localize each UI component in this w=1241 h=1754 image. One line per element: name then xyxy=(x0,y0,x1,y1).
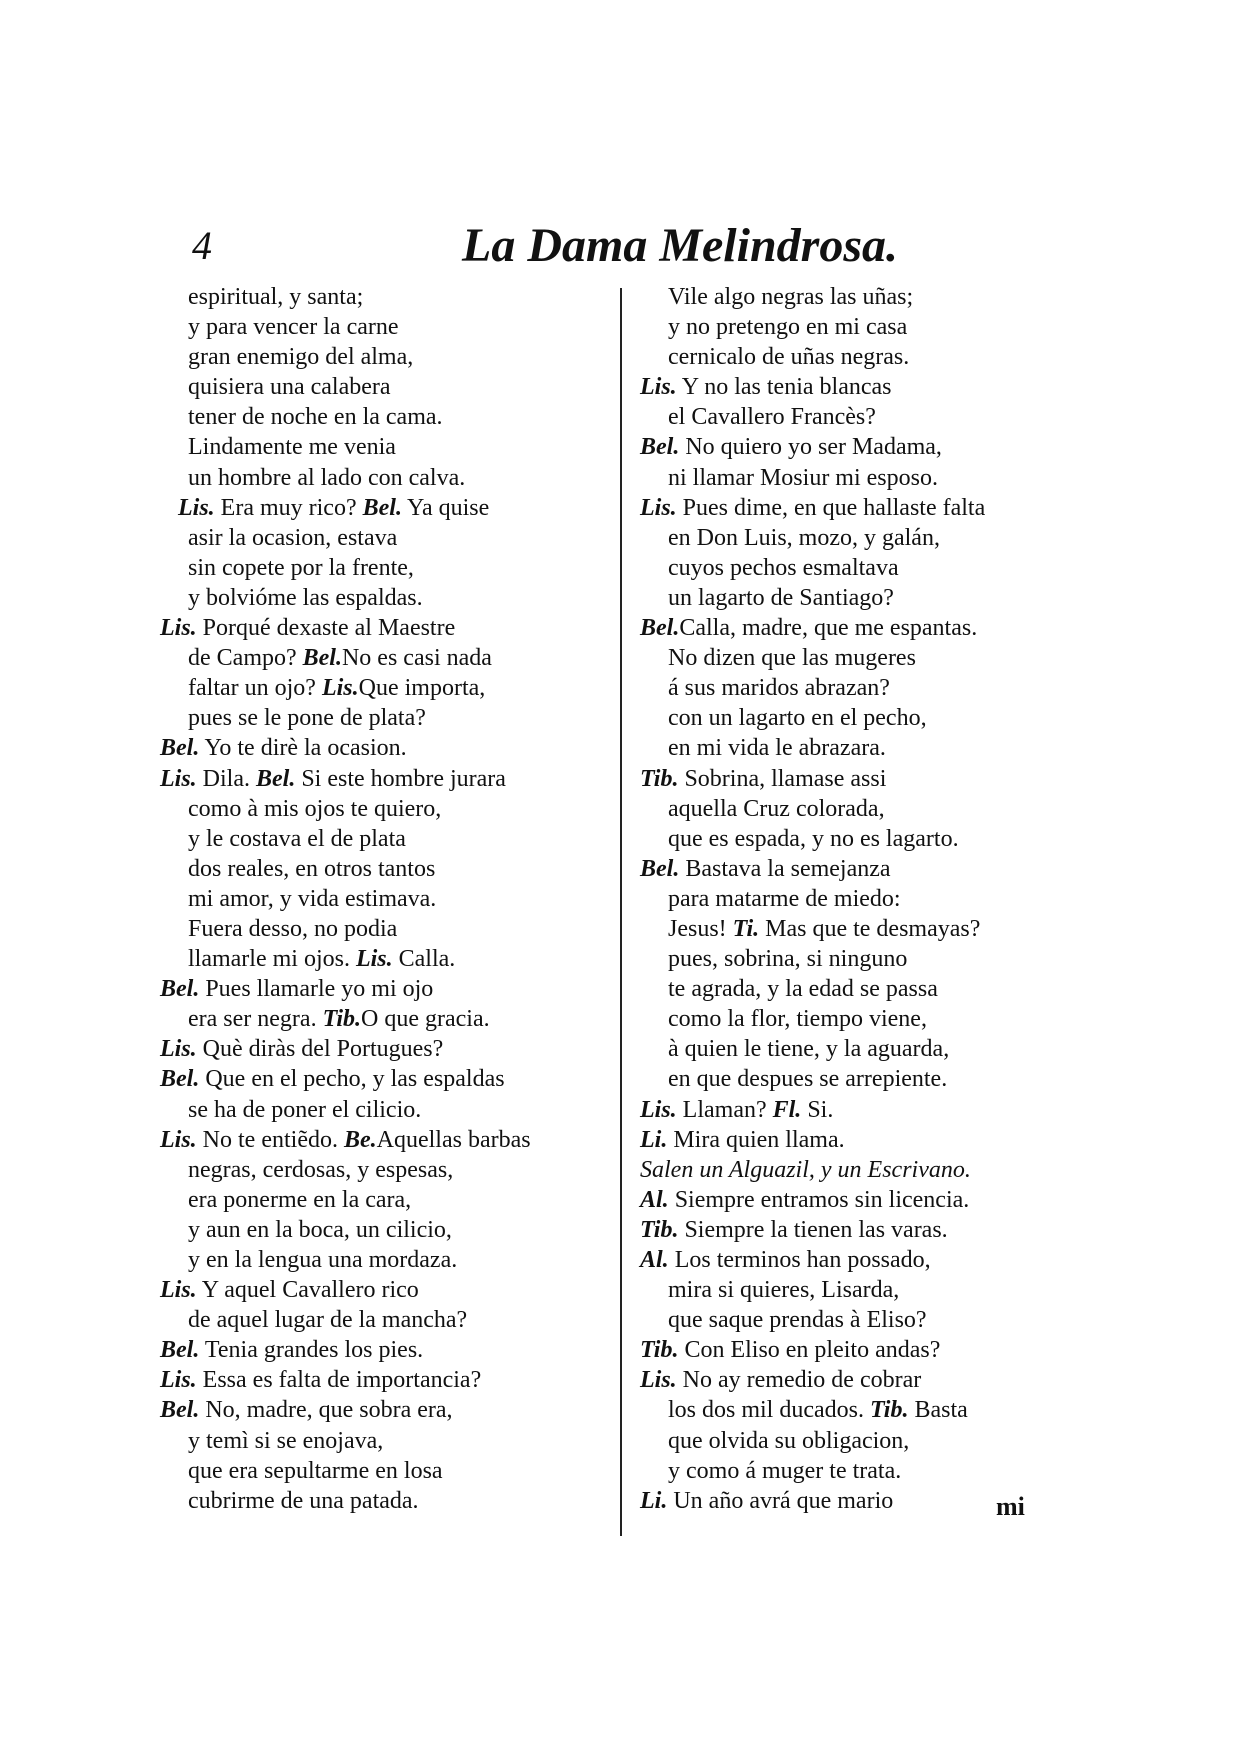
verse-line xyxy=(160,1305,610,1335)
verse-line xyxy=(160,1335,610,1365)
verse-text: como la flor, tiempo viene, xyxy=(668,1006,927,1033)
speaker-label: Be. xyxy=(343,1126,377,1153)
speaker-label: Tib. xyxy=(640,1337,679,1364)
verse-text: faltar un ojo? xyxy=(188,675,322,702)
page-number: 4 xyxy=(192,223,212,268)
verse-text: cernicalo de uñas negras. xyxy=(668,344,910,371)
verse-line xyxy=(160,1185,610,1215)
verse-text: pues se le pone de plata? xyxy=(188,705,426,732)
verse-line xyxy=(640,914,1090,944)
verse-text: dos reales, en otros tantos xyxy=(188,855,436,882)
speaker-label: Lis. xyxy=(321,675,359,702)
verse-line xyxy=(640,974,1090,1004)
verse-line xyxy=(160,1456,610,1486)
verse-text: que olvida su obligacion, xyxy=(668,1427,910,1454)
verse-line xyxy=(640,1365,1090,1395)
verse-text: gran enemigo del alma, xyxy=(188,344,414,371)
speaker-label: Lis. xyxy=(160,1367,197,1394)
verse-text: Calla, madre, que me espantas. xyxy=(679,615,978,642)
verse-line xyxy=(160,1215,610,1245)
speaker-label: Bel. xyxy=(160,735,200,762)
speaker-label: Lis. xyxy=(355,946,393,973)
verse-line xyxy=(160,312,610,342)
verse-text: Basta xyxy=(908,1397,968,1424)
verse-line xyxy=(160,703,610,733)
verse-text: de aquel lugar de la mancha? xyxy=(188,1307,468,1334)
verse-text: Yo te dirè la ocasion. xyxy=(199,735,407,762)
verse-line xyxy=(640,824,1090,854)
speaker-label: Bel. xyxy=(256,765,296,792)
verse-line xyxy=(640,703,1090,733)
verse-text: y como á muger te trata. xyxy=(668,1457,902,1484)
verse-line xyxy=(640,493,1090,523)
verse-text: que es espada, y no es lagarto. xyxy=(668,825,959,852)
verse-text: Un año avrá que mario xyxy=(667,1487,894,1514)
verse-line xyxy=(640,944,1090,974)
verse-line xyxy=(160,1275,610,1305)
verse-line xyxy=(640,1155,1090,1185)
verse-line xyxy=(640,884,1090,914)
verse-text: en mi vida le abrazara. xyxy=(668,735,886,762)
verse-line xyxy=(160,553,610,583)
speaker-label: Lis. xyxy=(640,1367,677,1394)
verse-text: y bolvióme las espaldas. xyxy=(188,584,423,611)
verse-line xyxy=(160,1155,610,1185)
verse-text: llamarle mi ojos. xyxy=(188,946,356,973)
verse-line xyxy=(640,342,1090,372)
verse-text: Porqué dexaste al Maestre xyxy=(196,615,456,642)
verse-line xyxy=(160,1095,610,1125)
catchword: mi xyxy=(996,1492,1025,1521)
verse-line xyxy=(640,1456,1090,1486)
verse-text: No ay remedio de cobrar xyxy=(676,1367,922,1394)
verse-text: que saque prendas à Eliso? xyxy=(668,1307,927,1334)
speaker-label: Al. xyxy=(640,1186,669,1213)
verse-line xyxy=(640,1034,1090,1064)
verse-text: Essa es falta de importancia? xyxy=(196,1367,482,1394)
verse-text: Era muy rico? xyxy=(214,494,363,521)
verse-text: Bastava la semejanza xyxy=(679,855,891,882)
verse-line xyxy=(160,1245,610,1275)
verse-text: Jesus! xyxy=(668,915,733,942)
verse-text: Y aquel Cavallero rico xyxy=(196,1277,419,1304)
verse-line xyxy=(160,944,610,974)
verse-text: Con Eliso en pleito andas? xyxy=(678,1337,941,1364)
verse-text: un hombre al lado con calva. xyxy=(188,464,466,491)
speaker-label: Bel. xyxy=(160,1337,200,1364)
verse-line xyxy=(640,1185,1090,1215)
verse-line xyxy=(640,643,1090,673)
speaker-label: Lis. xyxy=(160,615,197,642)
verse-line xyxy=(640,764,1090,794)
verse-text: cubrirme de una patada. xyxy=(188,1487,419,1514)
verse-text: cuyos pechos esmaltava xyxy=(668,554,899,581)
verse-line xyxy=(160,1125,610,1155)
verse-text: negras, cerdosas, y espesas, xyxy=(188,1156,454,1183)
verse-text: pues, sobrina, si ninguno xyxy=(668,946,908,973)
verse-text: en Don Luis, mozo, y galán, xyxy=(668,524,940,551)
verse-line xyxy=(640,673,1090,703)
verse-text: aquella Cruz colorada, xyxy=(668,795,885,822)
verse-text: el Cavallero Francès? xyxy=(668,404,876,431)
verse-text: No quiero yo ser Madama, xyxy=(679,434,942,461)
speaker-label: Lis. xyxy=(160,1036,197,1063)
verse-text: Siempre la tienen las varas. xyxy=(678,1216,948,1243)
verse-line xyxy=(640,583,1090,613)
verse-line xyxy=(160,1004,610,1034)
verse-text: y en la lengua una mordaza. xyxy=(188,1247,458,1273)
verse-line xyxy=(160,583,610,613)
verse-line xyxy=(640,1426,1090,1456)
speaker-label: Tib. xyxy=(870,1397,909,1424)
verse-line xyxy=(640,1215,1090,1245)
verse-line xyxy=(160,342,610,372)
verse-line xyxy=(640,463,1090,493)
verse-text: mira si quieres, Lisarda, xyxy=(668,1277,900,1304)
verse-line xyxy=(160,1034,610,1064)
verse-line xyxy=(160,432,610,462)
speaker-label: Tib. xyxy=(640,765,679,792)
verse-line xyxy=(160,673,610,703)
verse-line xyxy=(640,402,1090,432)
verse-line xyxy=(160,974,610,1004)
verse-line xyxy=(640,1004,1090,1034)
speaker-label: Bel. xyxy=(160,1397,200,1424)
verse-text: asir la ocasion, estava xyxy=(188,524,398,551)
verse-text: No, madre, que sobra era, xyxy=(199,1397,453,1424)
speaker-label: Bel. xyxy=(640,855,680,882)
speaker-label: Bel. xyxy=(160,976,200,1003)
verse-line xyxy=(160,1395,610,1425)
verse-text: y para vencer la carne xyxy=(188,314,399,341)
verse-line xyxy=(160,372,610,402)
verse-line xyxy=(160,914,610,944)
verse-line xyxy=(640,1095,1090,1125)
verse-line xyxy=(640,553,1090,583)
verse-text: con un lagarto en el pecho, xyxy=(668,705,927,732)
verse-line xyxy=(160,794,610,824)
verse-text: Ya quise xyxy=(401,494,490,521)
speaker-label: Lis. xyxy=(640,494,677,521)
verse-text: Què diràs del Portugues? xyxy=(196,1036,444,1063)
verse-text: era ponerme en la cara, xyxy=(188,1186,412,1213)
verse-text: se ha de poner el cilicio. xyxy=(188,1096,422,1123)
verse-line xyxy=(160,463,610,493)
verse-text: Sobrina, llamase assi xyxy=(678,765,887,792)
verse-line xyxy=(640,372,1090,402)
verse-line xyxy=(160,1486,610,1516)
verse-text: y aun en la boca, un cilicio, xyxy=(188,1216,452,1243)
verse-line xyxy=(640,1305,1090,1335)
speaker-label: Bel. xyxy=(640,615,680,642)
verse-text: Llaman? xyxy=(676,1096,773,1123)
verse-text: Lindamente me venia xyxy=(188,434,396,461)
speaker-label: Tib. xyxy=(640,1216,679,1243)
verse-text: à quien le tiene, y la aguarda, xyxy=(668,1036,950,1063)
verse-text: te agrada, y la edad se passa xyxy=(668,976,938,1003)
verse-line xyxy=(640,1125,1090,1155)
verse-text: No te entiẽdo. xyxy=(196,1126,344,1153)
speaker-label: Fl. xyxy=(772,1096,802,1123)
speaker-label: Bel. xyxy=(302,645,342,672)
speaker-label: Bel. xyxy=(640,434,680,461)
verse-line xyxy=(640,282,1090,312)
verse-text: O que gracia. xyxy=(361,1006,490,1033)
verse-line xyxy=(160,1426,610,1456)
verse-text: Que en el pecho, y las espaldas xyxy=(199,1066,505,1093)
verse-text: No es casi nada xyxy=(341,645,492,672)
verse-line xyxy=(640,432,1090,462)
verse-text: Mas que te desmayas? xyxy=(759,915,981,942)
verse-text: y temì si se enojava, xyxy=(188,1427,384,1454)
verse-line xyxy=(160,764,610,794)
verse-line xyxy=(640,794,1090,824)
verse-line xyxy=(640,1395,1090,1425)
verse-text: de Campo? xyxy=(188,645,303,672)
verse-text: que era sepultarme en losa xyxy=(188,1457,443,1484)
verse-line xyxy=(160,1365,610,1395)
verse-text: á sus maridos abrazan? xyxy=(668,675,890,702)
verse-text: Dila. xyxy=(196,765,256,792)
verse-text: Pues llamarle yo mi ojo xyxy=(199,976,434,1003)
verse-text: tener de noche en la cama. xyxy=(188,404,443,431)
verse-text: Pues dime, en que hallaste falta xyxy=(676,494,986,521)
verse-line xyxy=(160,402,610,432)
verse-text: Los terminos han possado, xyxy=(668,1247,931,1273)
verse-line xyxy=(640,523,1090,553)
verse-text: Vile algo negras las uñas; xyxy=(668,284,914,310)
speaker-label: Bel. xyxy=(362,494,402,521)
verse-line xyxy=(640,1245,1090,1275)
verse-text: Calla. xyxy=(392,946,456,973)
speaker-label: Al. xyxy=(640,1247,669,1273)
verse-text: ni llamar Mosiur mi esposo. xyxy=(668,464,938,491)
verse-text: No dizen que las mugeres xyxy=(668,645,916,672)
verse-text: sin copete por la frente, xyxy=(188,554,414,581)
verse-line xyxy=(640,1275,1090,1305)
speaker-label: Ti. xyxy=(732,915,760,942)
verse-line xyxy=(640,854,1090,884)
left-text-column xyxy=(160,282,610,1516)
column-divider-rule xyxy=(620,288,622,1536)
verse-line xyxy=(160,854,610,884)
verse-line xyxy=(160,643,610,673)
verse-text: Fuera desso, no podia xyxy=(188,915,398,942)
verse-line xyxy=(640,613,1090,643)
verse-text: como à mis ojos te quiero, xyxy=(188,795,442,822)
speaker-label: Li. xyxy=(640,1126,668,1153)
verse-text: mi amor, y vida estimava. xyxy=(188,885,437,912)
verse-line xyxy=(640,733,1090,763)
verse-text: Mira quien llama. xyxy=(667,1126,845,1153)
verse-line xyxy=(160,282,610,312)
verse-line xyxy=(160,613,610,643)
verse-text: y no pretengo en mi casa xyxy=(668,314,908,341)
verse-text: Y no las tenia blancas xyxy=(676,374,892,401)
verse-line xyxy=(160,884,610,914)
running-title: La Dama Melindrosa. xyxy=(462,219,899,272)
speaker-label: Tib. xyxy=(322,1006,362,1033)
speaker-label: Lis. xyxy=(160,1277,197,1304)
speaker-label: Lis. xyxy=(160,1126,197,1153)
verse-text: Aquellas barbas xyxy=(376,1126,531,1153)
verse-line xyxy=(160,493,610,523)
verse-text: espiritual, y santa; xyxy=(188,284,364,310)
right-text-column xyxy=(640,282,1090,1516)
verse-text: Salen un Alguazil, y un Escrivano. xyxy=(640,1156,971,1183)
verse-line xyxy=(640,1064,1090,1094)
verse-text: quisiera una calabera xyxy=(188,374,391,401)
speaker-label: Lis. xyxy=(640,1096,677,1123)
verse-text: Tenia grandes los pies. xyxy=(199,1337,424,1364)
verse-text: era ser negra. xyxy=(188,1006,323,1033)
verse-text: en que despues se arrepiente. xyxy=(668,1066,948,1093)
verse-line xyxy=(160,733,610,763)
speaker-label: Li. xyxy=(640,1487,668,1514)
verse-text: los dos mil ducados. xyxy=(668,1397,870,1424)
verse-line xyxy=(160,523,610,553)
verse-text: para matarme de miedo: xyxy=(668,885,901,912)
verse-text: y le costava el de plata xyxy=(188,825,406,852)
speaker-label: Lis. xyxy=(640,374,677,401)
verse-line xyxy=(160,1064,610,1094)
verse-text: un lagarto de Santiago? xyxy=(668,584,894,611)
verse-text: Siempre entramos sin licencia. xyxy=(668,1186,970,1213)
verse-text: Si este hombre jurara xyxy=(295,765,506,792)
verse-text: Que importa, xyxy=(358,675,486,702)
verse-line xyxy=(640,1335,1090,1365)
verse-line xyxy=(160,824,610,854)
speaker-label: Lis. xyxy=(160,765,197,792)
speaker-label: Lis. xyxy=(178,494,215,521)
verse-text: Si. xyxy=(801,1096,834,1123)
verse-line xyxy=(640,312,1090,342)
speaker-label: Bel. xyxy=(160,1066,200,1093)
